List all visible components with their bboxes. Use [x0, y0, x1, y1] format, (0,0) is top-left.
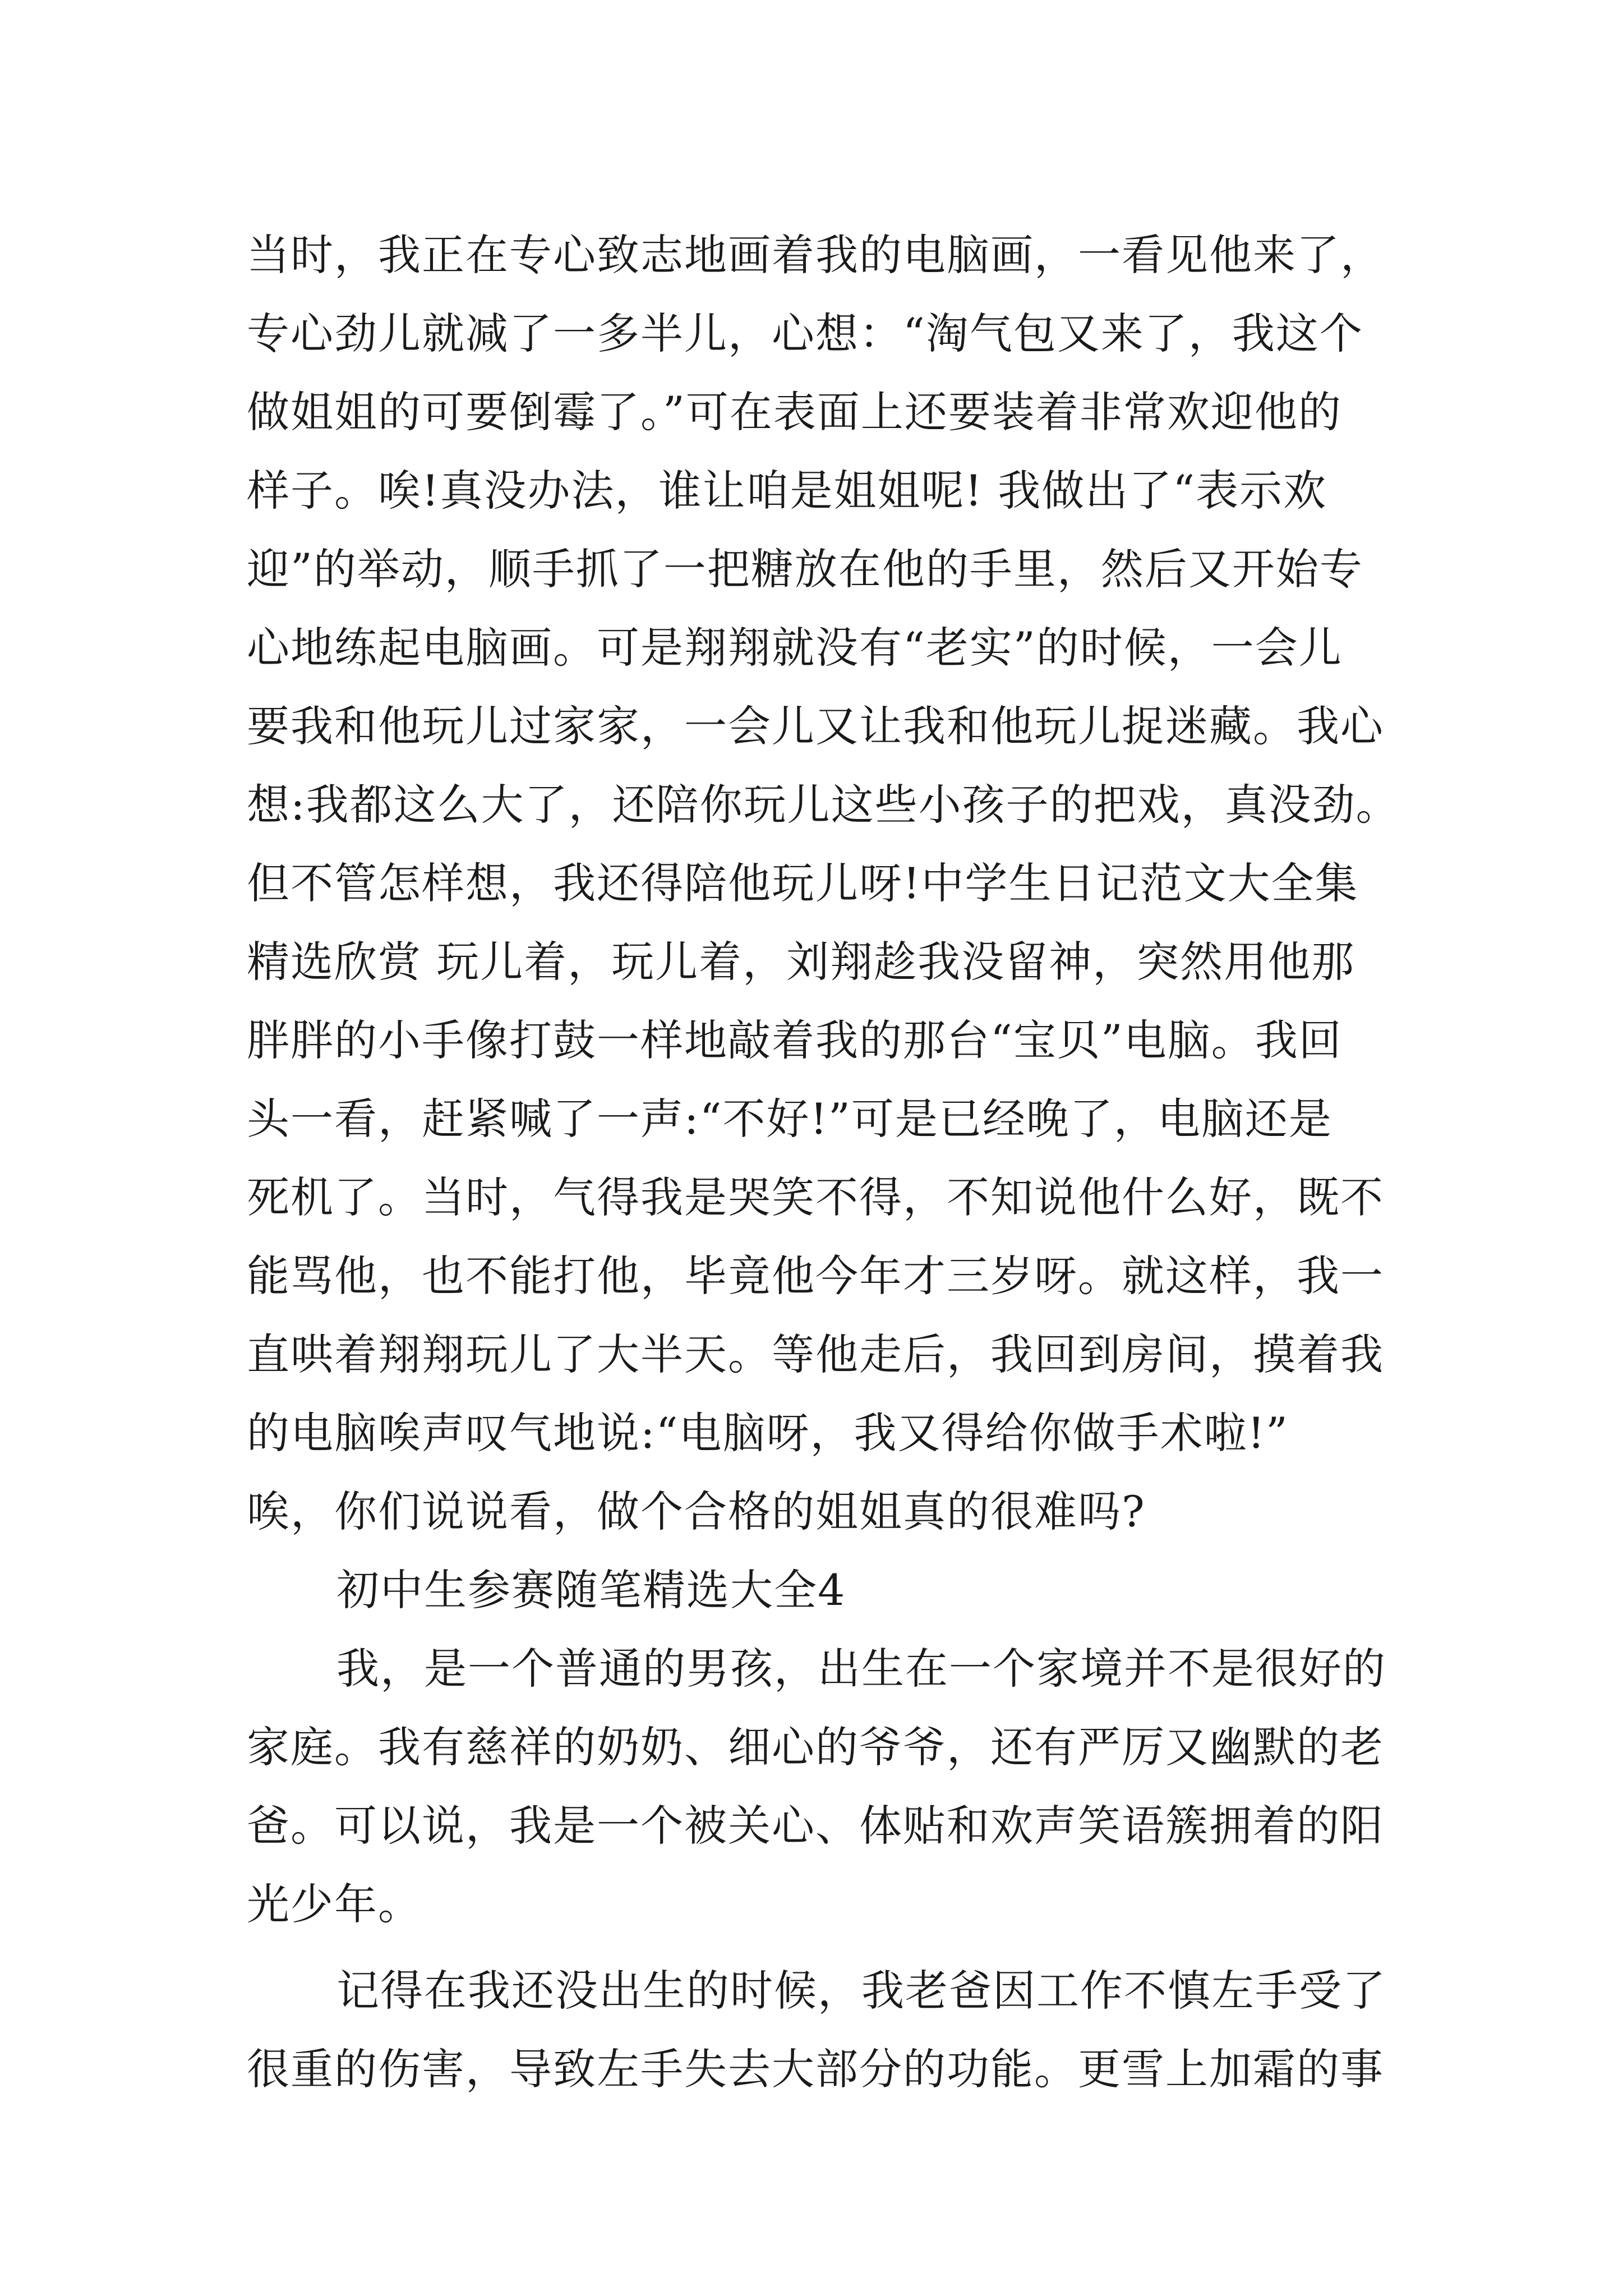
text-line: 迎”的举动，顺手抓了一把糖放在他的手里，然后又开始专 [247, 544, 1363, 594]
paragraph-line: 很重的伤害，导致左手失去大部分的功能。更雪上加霜的事 [247, 2044, 1384, 2094]
document-body [247, 216, 1400, 2109]
text-line: 但不管怎样想，我还得陪他玩儿呀!中学生日记范文大全集 [247, 858, 1359, 908]
text-line: 直哄着翔翔玩儿了大半天。等他走后，我回到房间，摸着我 [247, 1329, 1384, 1379]
text-line: 样子。唉!真没办法，谁让咱是姐姐呢! 我做出了“表示欢 [247, 466, 1327, 516]
text-line: 当时，我正在专心致志地画着我的电脑画，一看见他来了， [247, 230, 1384, 280]
text-line: 唉，你们说说看，做个合格的姐姐真的很难吗? [247, 1487, 1146, 1536]
paragraph-line: 记得在我还没出生的时候，我老爸因工作不慎左手受了 [336, 1966, 1386, 2016]
paragraph-line: 我，是一个普通的男孩，出生在一个家境并不是很好的 [336, 1644, 1386, 1694]
text-line: 专心劲儿就减了一多半儿，心想：“淘气包又来了，我这个 [247, 309, 1363, 358]
paragraph-line: 家庭。我有慈祥的奶奶、细心的爷爷，还有严厉又幽默的老 [247, 1722, 1384, 1772]
text-line: 想:我都这么大了，还陪你玩儿这些小孩子的把戏，真没劲。 [247, 780, 1400, 830]
paragraph-line: 光少年。 [247, 1879, 422, 1929]
text-line: 死机了。当时，气得我是哭笑不得，不知说他什么好，既不 [247, 1172, 1384, 1222]
text-line: 精选欣赏 玩儿着，玩儿着，刘翔趁我没留神，突然用他那 [247, 937, 1355, 987]
text-line: 要我和他玩儿过家家，一会儿又让我和他玩儿捉迷藏。我心 [247, 701, 1384, 751]
text-line: 心地练起电脑画。可是翔翔就没有“老实”的时候，一会儿 [247, 623, 1343, 673]
text-line: 做姐姐的可要倒霉了。”可在表面上还要装着非常欢迎他的 [247, 387, 1342, 437]
section-title: 初中生参赛随笔精选大全4 [336, 1565, 846, 1615]
paragraph-line: 爸。可以说，我是一个被关心、体贴和欢声笑语簇拥着的阳 [247, 1801, 1384, 1851]
text-line: 头一看，赶紧喊了一声:“不好!”可是已经晚了，电脑还是 [247, 1094, 1332, 1144]
text-line: 的电脑唉声叹气地说:“电脑呀，我又得给你做手术啦!” [247, 1408, 1289, 1458]
text-line: 胖胖的小手像打鼓一样地敲着我的那台“宝贝”电脑。我回 [247, 1015, 1343, 1065]
text-line: 能骂他，也不能打他，毕竟他今年才三岁呀。就这样，我一 [247, 1251, 1384, 1301]
